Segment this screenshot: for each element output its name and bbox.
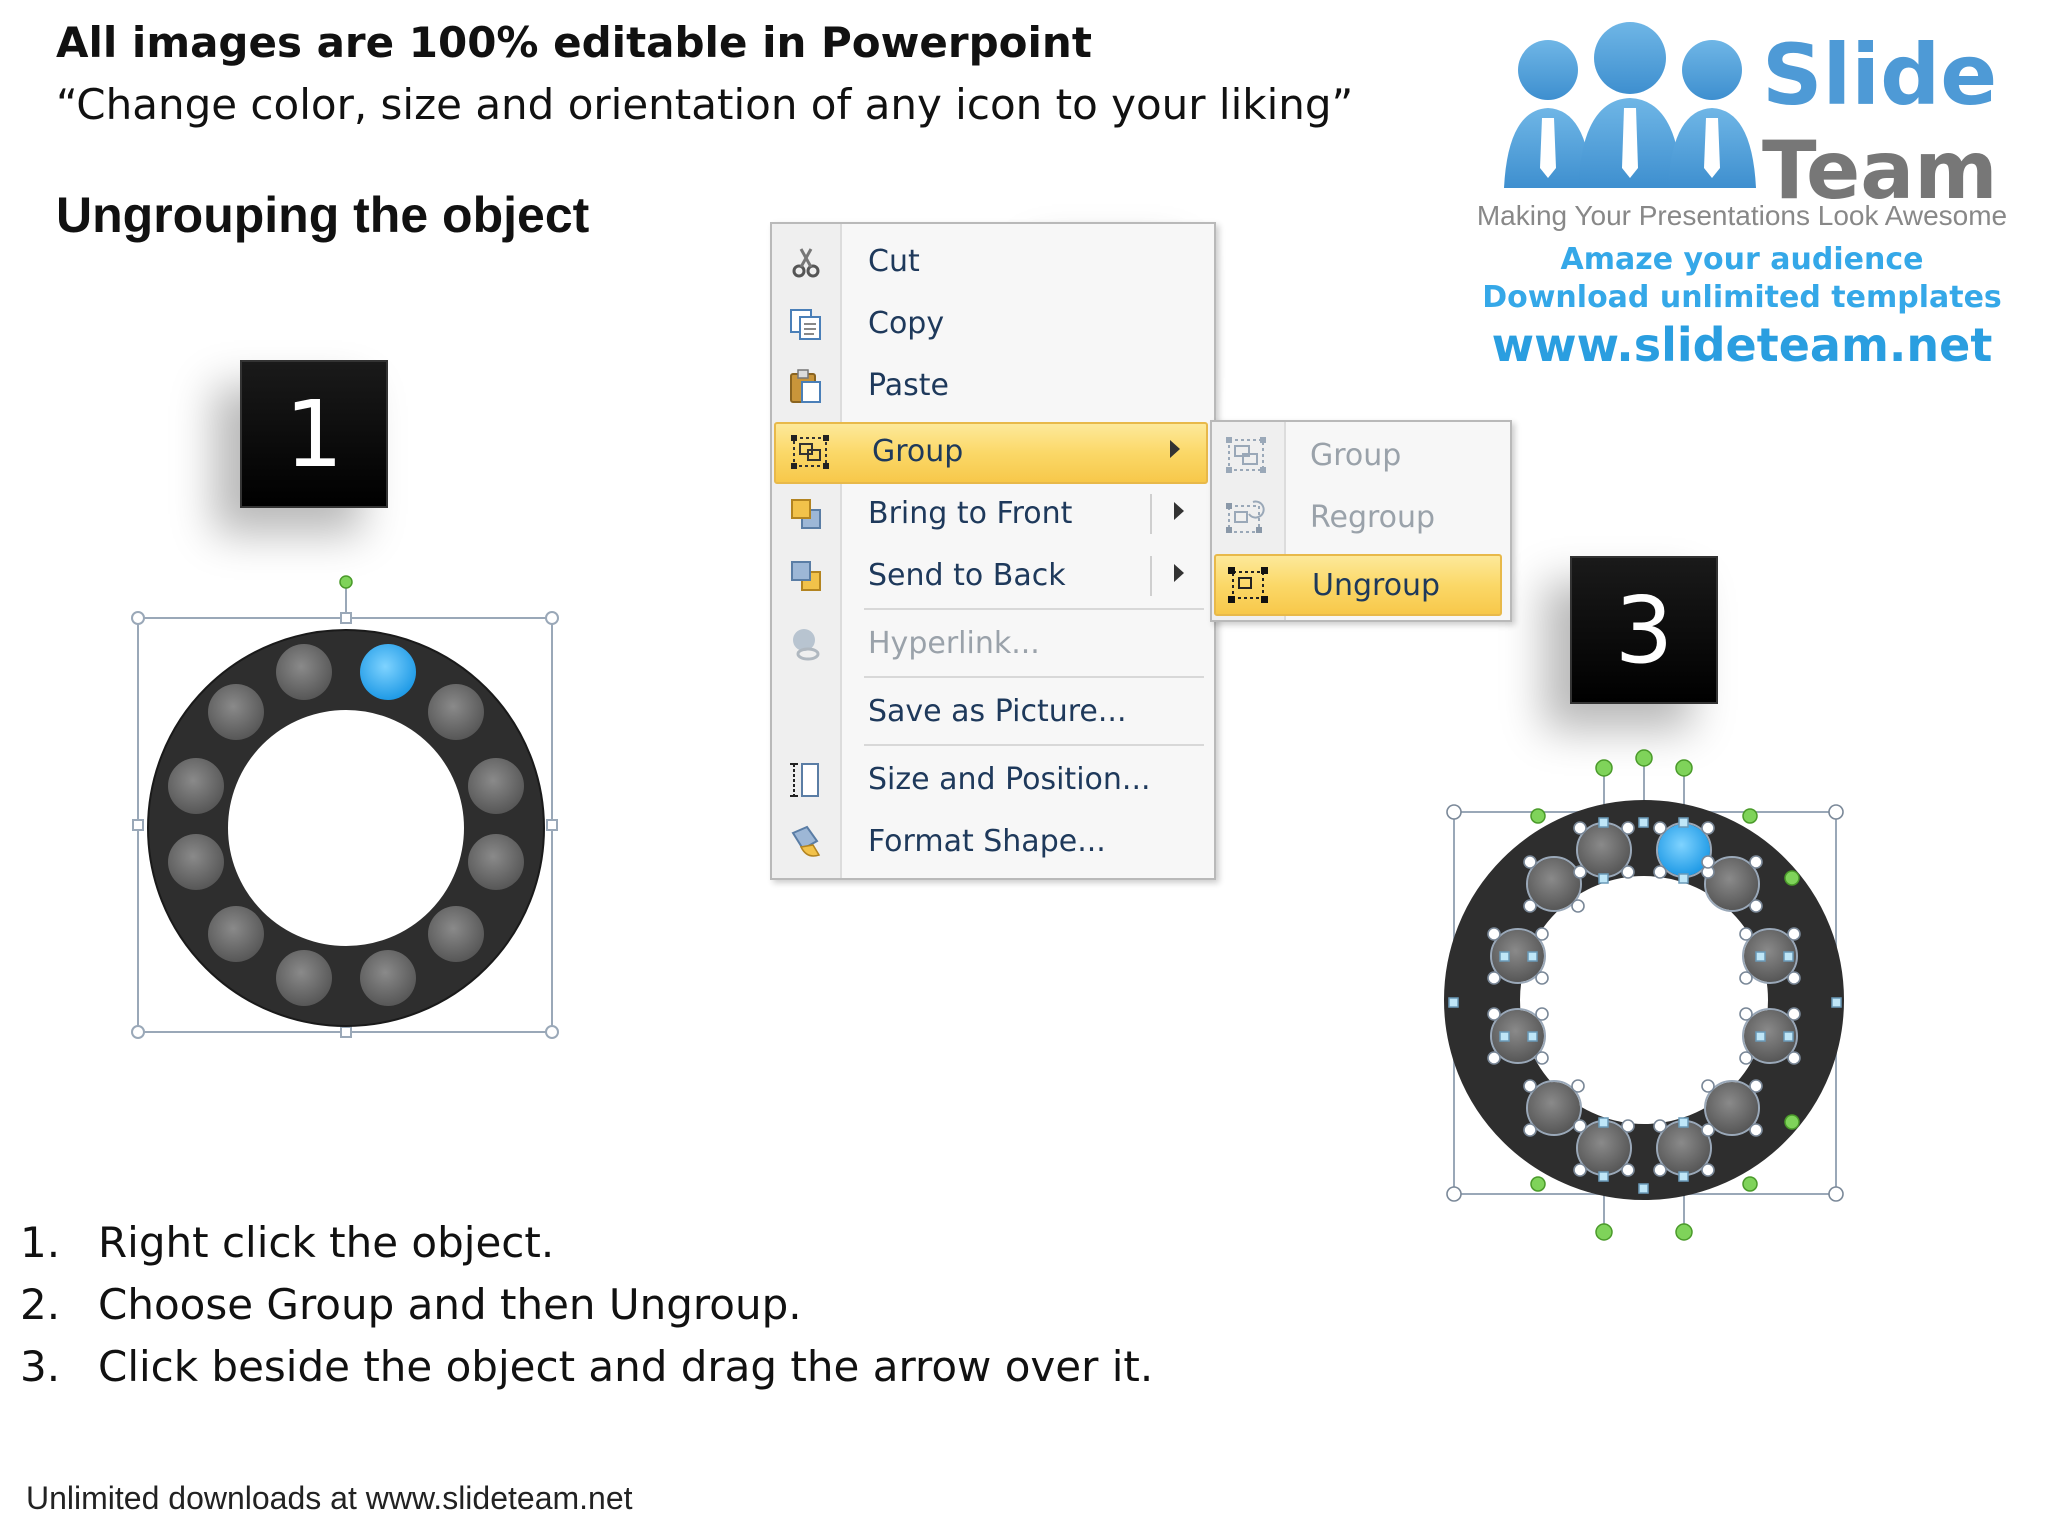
group-icon: [790, 434, 830, 470]
submenu-arrow-icon: [1174, 502, 1184, 520]
submenu-item-group[interactable]: [1214, 426, 1504, 484]
format-shape-icon: [786, 824, 826, 860]
footer-note: Unlimited downloads at www.slideteam.net: [26, 1480, 633, 1516]
bring-to-front-icon: [786, 496, 826, 532]
instruction-step-1: [20, 1212, 1153, 1274]
hyperlink-icon: [786, 626, 826, 662]
menu-item-bring-to-front[interactable]: [772, 486, 1210, 542]
menu-label-hyperlink: Hyperlink...: [868, 626, 1040, 661]
submenu-label-regroup: Regroup: [1310, 500, 1436, 535]
size-position-icon: [786, 762, 826, 798]
send-to-back-icon: [786, 558, 826, 594]
submenu-arrow-icon: [1170, 440, 1180, 458]
submenu-item-ungroup[interactable]: [1214, 554, 1502, 616]
active-dot: [1658, 824, 1710, 876]
people-icon: [1500, 18, 1760, 198]
menu-label-cut: Cut: [868, 244, 920, 279]
step-text: Right click the object.: [98, 1218, 555, 1267]
menu-item-cut[interactable]: [772, 234, 1210, 290]
promo-line-2: Download unlimited templates: [1482, 280, 2002, 315]
copy-icon: [786, 306, 826, 342]
menu-separator: [864, 608, 1204, 610]
menu-item-paste[interactable]: [772, 358, 1210, 414]
menu-label-format-shape: Format Shape...: [868, 824, 1106, 859]
step-number: 3.: [20, 1342, 61, 1391]
menu-label-group: Group: [872, 434, 964, 469]
ungroup-icon: [1226, 566, 1270, 604]
grouped-ring-object[interactable]: [124, 570, 564, 1040]
split-divider: [1150, 494, 1152, 534]
step-badge-1: 1: [240, 360, 388, 508]
menu-label-size-and-position: Size and Position...: [868, 762, 1151, 797]
menu-label-paste: Paste: [868, 368, 949, 403]
menu-label-copy: Copy: [868, 306, 945, 341]
context-menu: [770, 222, 1216, 880]
logo-word-team: Team: [1762, 124, 1998, 217]
menu-label-bring-to-front: Bring to Front: [868, 496, 1073, 531]
step-number: 1.: [20, 1218, 61, 1267]
submenu-label-group: Group: [1310, 438, 1402, 473]
menu-item-size-and-position[interactable]: [772, 752, 1210, 808]
menu-separator: [864, 744, 1204, 746]
menu-item-group[interactable]: [774, 422, 1208, 484]
slideteam-logo: [1500, 18, 1760, 198]
logo-word-slide: Slide: [1762, 26, 1998, 124]
menu-item-save-as-picture[interactable]: [772, 684, 1210, 740]
active-dot: [360, 644, 416, 700]
group-icon: [1224, 436, 1268, 474]
menu-item-format-shape[interactable]: [772, 814, 1210, 870]
step-badge-3: 3: [1570, 556, 1718, 704]
promo-line-1: Amaze your audience: [1560, 242, 1924, 277]
instruction-step-3: [20, 1336, 1153, 1398]
scissors-icon: [786, 244, 826, 280]
page-title: Ungrouping the object: [56, 187, 590, 243]
split-divider: [1150, 556, 1152, 596]
menu-item-copy[interactable]: [772, 296, 1210, 352]
menu-item-hyperlink[interactable]: [772, 616, 1210, 672]
logo-tagline: Making Your Presentations Look Awesome: [1476, 200, 2008, 231]
group-submenu: [1210, 420, 1512, 622]
step-text: Click beside the object and drag the arrow over it.: [98, 1342, 1154, 1391]
instruction-step-2: [20, 1274, 1153, 1336]
menu-label-save-as-picture: Save as Picture...: [868, 694, 1127, 729]
step-text: Choose Group and then Ungroup.: [98, 1280, 802, 1329]
editable-notice: All images are 100% editable in Powerpoint: [56, 18, 1092, 67]
instruction-list: [20, 1212, 1153, 1398]
ungrouped-ring-object[interactable]: [1440, 744, 1860, 1244]
menu-item-send-to-back[interactable]: [772, 548, 1210, 604]
submenu-arrow-icon: [1174, 564, 1184, 582]
step-number: 2.: [20, 1280, 61, 1329]
editable-quote: “Change color, size and orientation of any icon to your liking”: [56, 80, 1354, 129]
paste-icon: [786, 368, 826, 404]
regroup-icon: [1224, 498, 1268, 536]
promo-url[interactable]: www.slideteam.net: [1491, 318, 1993, 372]
menu-label-send-to-back: Send to Back: [868, 558, 1066, 593]
submenu-item-regroup[interactable]: [1214, 488, 1504, 546]
submenu-label-ungroup: Ungroup: [1312, 568, 1441, 603]
menu-separator: [864, 676, 1204, 678]
